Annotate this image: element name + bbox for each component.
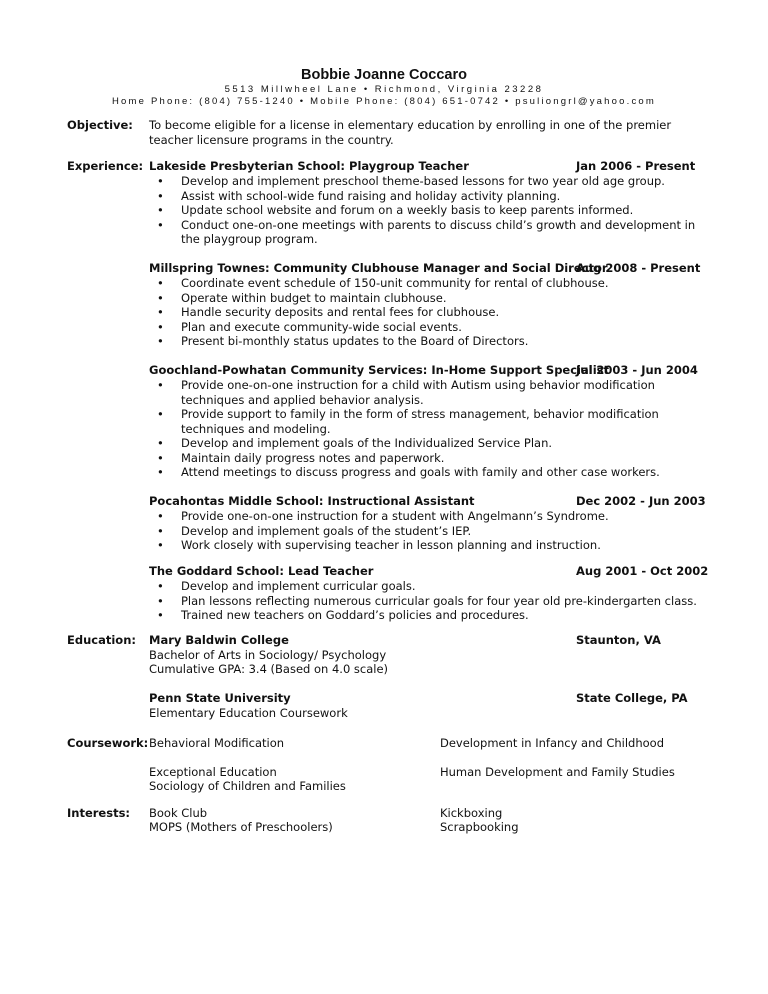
job-title: Lakeside Presbyterian School: Playgroup Teacher xyxy=(149,159,469,173)
list-item: • Update school website and forum on a weekly basis to keep parents informed. xyxy=(149,203,709,218)
job-title: Goochland-Powhatan Community Services: In-Home Support Specialist xyxy=(149,363,609,377)
job-duties-list xyxy=(149,579,709,623)
job-duties-list xyxy=(149,509,709,553)
job-duties-list xyxy=(149,174,709,247)
list-item: • Work closely with supervising teacher in lesson planning and instruction. xyxy=(149,538,709,553)
list-item: • Develop and implement goals of the Individualized Service Plan. xyxy=(149,436,709,451)
list-item: • Develop and implement goals of the student’s IEP. xyxy=(149,524,709,539)
list-item: • Conduct one-on-one meetings with parents to discuss child’s growth and development in the playgroup program. xyxy=(149,218,711,247)
objective-text-line: teacher licensure programs in the country. xyxy=(149,133,394,147)
education-label: Education: xyxy=(67,633,136,647)
job-dates: Aug 2001 - Oct 2002 xyxy=(576,564,709,578)
course-item: Sociology of Children and Families xyxy=(149,779,346,793)
school-name: Mary Baldwin College xyxy=(149,633,289,647)
job-title: Pocahontas Middle School: Instructional Assistant xyxy=(149,494,475,508)
course-item: Behavioral Modification xyxy=(149,736,285,750)
interests-label: Interests: xyxy=(67,806,131,820)
job-dates: Jan 2006 - Present xyxy=(576,159,696,173)
list-item: • Plan lessons reflecting numerous curricular goals for four year old pre-kindergarten class. xyxy=(149,594,709,609)
course-item: Exceptional Education xyxy=(149,765,277,779)
list-item: • Provide one-on-one instruction for a student with Angelmann’s Syndrome. xyxy=(149,509,709,524)
coursework-label: Coursework: xyxy=(67,736,149,750)
list-item: • Plan and execute community-wide social events. xyxy=(149,320,709,335)
school-name: Penn State University xyxy=(149,691,291,705)
list-item: • Trained new teachers on Goddard’s policies and procedures. xyxy=(149,608,709,623)
job-title: Millspring Townes: Community Clubhouse Manager and Social Director xyxy=(149,261,608,275)
job-dates: Jul 2003 - Jun 2004 xyxy=(576,363,698,377)
interest-item: Scrapbooking xyxy=(440,820,519,834)
job-dates: Aug 2008 - Present xyxy=(576,261,701,275)
job-title: The Goddard School: Lead Teacher xyxy=(149,564,374,578)
school-detail: Cumulative GPA: 3.4 (Based on 4.0 scale) xyxy=(149,662,389,676)
list-item: • Attend meetings to discuss progress and goals with family and other case workers. xyxy=(149,465,709,480)
list-item: • Assist with school-wide fund raising and holiday activity planning. xyxy=(149,189,709,204)
list-item: • Provide support to family in the form of stress management, behavior modification techniques and modeling. xyxy=(149,407,691,436)
school-detail: Bachelor of Arts in Sociology/ Psychology xyxy=(149,648,387,662)
list-item: • Provide one-on-one instruction for a child with Autism using behavior modification techniques and applied behavior analysis. xyxy=(149,378,681,407)
school-location: Staunton, VA xyxy=(576,633,661,647)
objective-label: Objective: xyxy=(67,118,133,132)
objective-text-line: To become eligible for a license in elementary education by enrolling in one of the premier xyxy=(149,118,672,132)
job-duties-list xyxy=(149,378,709,480)
school-detail: Elementary Education Coursework xyxy=(149,706,348,720)
job-duties-list xyxy=(149,276,709,349)
experience-label: Experience: xyxy=(67,159,144,173)
list-item: • Develop and implement preschool theme-based lessons for two year old age group. xyxy=(149,174,709,189)
interest-item: Kickboxing xyxy=(440,806,503,820)
list-item: • Coordinate event schedule of 150-unit community for rental of clubhouse. xyxy=(149,276,709,291)
list-item: • Develop and implement curricular goals. xyxy=(149,579,709,594)
course-item: Development in Infancy and Childhood xyxy=(440,736,665,750)
list-item: • Handle security deposits and rental fees for clubhouse. xyxy=(149,305,709,320)
job-dates: Dec 2002 - Jun 2003 xyxy=(576,494,706,508)
course-item: Human Development and Family Studies xyxy=(440,765,675,779)
contact-line: Home Phone: (804) 755-1240 • Mobile Phone: (804) 651-0742 • psuliongrl@yahoo.com xyxy=(111,96,657,107)
applicant-name: Bobbie Joanne Coccaro xyxy=(301,67,467,83)
list-item: • Present bi-monthly status updates to the Board of Directors. xyxy=(149,334,709,349)
interest-item: MOPS (Mothers of Preschoolers) xyxy=(149,820,333,834)
list-item: • Operate within budget to maintain clubhouse. xyxy=(149,291,709,306)
interest-item: Book Club xyxy=(149,806,208,820)
school-location: State College, PA xyxy=(576,691,688,705)
list-item: • Maintain daily progress notes and paperwork. xyxy=(149,451,709,466)
address-line: 5513 Millwheel Lane • Richmond, Virginia 23228 xyxy=(224,84,544,95)
